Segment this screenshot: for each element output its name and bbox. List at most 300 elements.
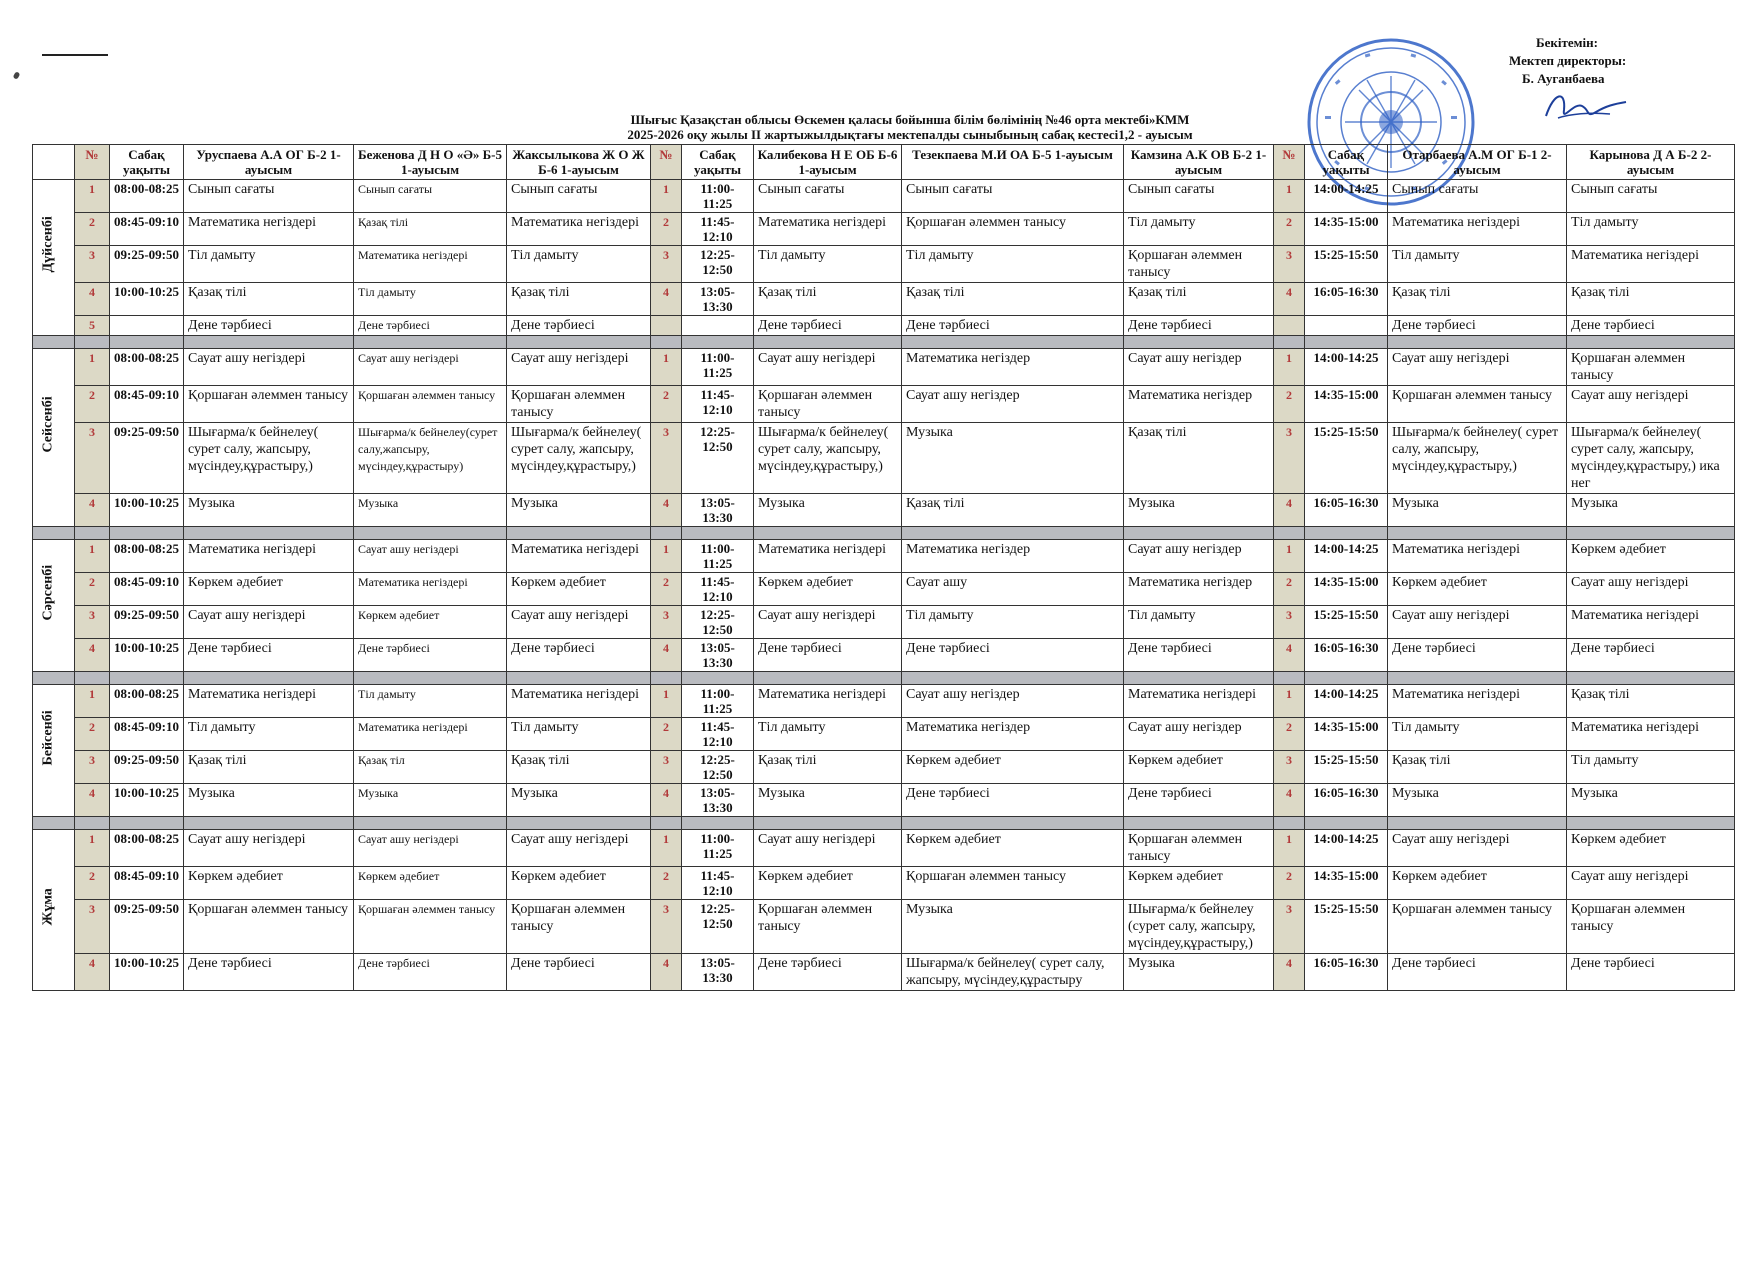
- lesson-time: [682, 316, 754, 336]
- lesson-time: 16:05-16:30: [1305, 283, 1388, 316]
- table-row: [33, 423, 1735, 494]
- separator-cell: [354, 527, 507, 540]
- separator-cell: [1305, 336, 1388, 349]
- lesson-time: 11:45-12:10: [682, 573, 754, 606]
- lesson-number: 1: [75, 540, 110, 573]
- lesson-time: 08:45-09:10: [110, 386, 184, 423]
- lesson-cell: Қазақ тілі: [1567, 685, 1735, 718]
- lesson-cell: Математика негіздер: [902, 349, 1124, 386]
- lesson-number: 3: [651, 423, 682, 494]
- separator-cell: [1388, 336, 1567, 349]
- lesson-cell: Қазақ тілі: [184, 751, 354, 784]
- separator-cell: [75, 336, 110, 349]
- header-teacher-bezhenova: Беженова Д Н О «Ә» Б-5 1-ауысым: [354, 145, 507, 180]
- lesson-cell: Сауат ашу негіздері: [754, 830, 902, 867]
- lesson-time: 11:00-11:25: [682, 685, 754, 718]
- lesson-number: 2: [75, 867, 110, 900]
- lesson-time: 11:45-12:10: [682, 867, 754, 900]
- separator-cell: [754, 527, 902, 540]
- lesson-cell: Тіл дамыту: [902, 246, 1124, 283]
- lesson-number: 1: [75, 180, 110, 213]
- lesson-cell: Дене тәрбиесі: [1388, 954, 1567, 991]
- lesson-cell: Сауат ашу негіздері: [184, 830, 354, 867]
- lesson-number: 2: [1274, 867, 1305, 900]
- separator-cell: [1567, 672, 1735, 685]
- separator-cell: [110, 672, 184, 685]
- separator-cell: [682, 527, 754, 540]
- lesson-cell: Шығарма/к бейнелеу (сурет салу, жапсыру, мүсіндеу,құрастыру,): [1124, 900, 1274, 954]
- lesson-number: 1: [1274, 180, 1305, 213]
- table-row: [33, 494, 1735, 527]
- lesson-cell: Математика негіздері: [184, 540, 354, 573]
- lesson-cell: Тіл дамыту: [354, 685, 507, 718]
- approval-position: Мектеп директоры:: [1509, 53, 1627, 68]
- title-line-1: Шығыс Қазақстан облысы Өскемен қаласы бойынша білім бөлімінің №46 орта мектебі»КММ: [630, 112, 1190, 127]
- lesson-time: 15:25-15:50: [1305, 606, 1388, 639]
- lesson-cell: Тіл дамыту: [1388, 246, 1567, 283]
- lesson-cell: Көркем әдебиет: [754, 573, 902, 606]
- lesson-cell: Сауат ашу негіздері: [1388, 830, 1567, 867]
- lesson-cell: Математика негіздері: [1388, 540, 1567, 573]
- lesson-cell: Математика негіздер: [1124, 386, 1274, 423]
- lesson-cell: Тіл дамыту: [1124, 606, 1274, 639]
- lesson-cell: Сауат ашу негіздер: [1124, 718, 1274, 751]
- table-row: [33, 606, 1735, 639]
- lesson-number: 2: [651, 386, 682, 423]
- lesson-time: 08:45-09:10: [110, 573, 184, 606]
- lesson-time: 08:00-08:25: [110, 540, 184, 573]
- lesson-cell: Қоршаған әлеммен танысу: [902, 213, 1124, 246]
- lesson-cell: Музыка: [902, 423, 1124, 494]
- day-name: Дүйсенбі: [40, 216, 56, 273]
- separator-cell: [184, 672, 354, 685]
- lesson-cell: Қазақ тілі: [754, 283, 902, 316]
- lesson-number: 2: [75, 213, 110, 246]
- lesson-time: 10:00-10:25: [110, 494, 184, 527]
- lesson-cell: Дене тәрбиесі: [902, 639, 1124, 672]
- lesson-number: 4: [1274, 954, 1305, 991]
- day-name: Жұма: [40, 887, 56, 925]
- document-title: [360, 112, 1460, 142]
- separator-cell: [902, 336, 1124, 349]
- separator-cell: [33, 817, 75, 830]
- lesson-cell: Дене тәрбиесі: [507, 316, 651, 336]
- lesson-number: 3: [1274, 246, 1305, 283]
- scan-dot: [13, 71, 21, 80]
- header-num-1: №: [75, 145, 110, 180]
- lesson-time: 13:05-13:30: [682, 784, 754, 817]
- lesson-cell: Қоршаған әлеммен танысу: [754, 386, 902, 423]
- lesson-time: 13:05-13:30: [682, 494, 754, 527]
- lesson-time: 14:00-14:25: [1305, 540, 1388, 573]
- lesson-number: [1274, 316, 1305, 336]
- lesson-cell: Сауат ашу негіздері: [1567, 573, 1735, 606]
- lesson-time: [110, 316, 184, 336]
- separator-cell: [1305, 672, 1388, 685]
- separator-cell: [1274, 527, 1305, 540]
- separator-cell: [651, 672, 682, 685]
- day-label-cell: [33, 180, 75, 336]
- lesson-cell: Қоршаған әлеммен танысу: [184, 900, 354, 954]
- lesson-time: 14:35-15:00: [1305, 386, 1388, 423]
- lesson-cell: Сауат ашу негіздері: [354, 349, 507, 386]
- lesson-number: 4: [75, 283, 110, 316]
- lesson-cell: Сынып сағаты: [354, 180, 507, 213]
- lesson-number: 2: [651, 573, 682, 606]
- lesson-cell: Дене тәрбиесі: [1124, 316, 1274, 336]
- lesson-number: 2: [651, 718, 682, 751]
- lesson-cell: Шығарма/к бейнелеу( сурет салу, жапсыру, мүсіндеу,құрастыру: [902, 954, 1124, 991]
- lesson-cell: Дене тәрбиесі: [184, 316, 354, 336]
- table-row: [33, 213, 1735, 246]
- lesson-number: 1: [651, 349, 682, 386]
- table-row: [33, 784, 1735, 817]
- lesson-cell: Шығарма/к бейнелеу( сурет салу, жапсыру, мүсіндеу,құрастыру,): [184, 423, 354, 494]
- lesson-cell: Көркем әдебиет: [184, 867, 354, 900]
- lesson-cell: Математика негіздер: [1124, 573, 1274, 606]
- lesson-cell: Сауат ашу негіздері: [754, 606, 902, 639]
- separator-cell: [354, 336, 507, 349]
- lesson-time: 11:45-12:10: [682, 718, 754, 751]
- lesson-time: 08:00-08:25: [110, 685, 184, 718]
- lesson-number: 2: [75, 573, 110, 606]
- day-name: Бейсенбі: [40, 710, 56, 766]
- lesson-cell: Қоршаған әлеммен танысу: [1388, 900, 1567, 954]
- separator-cell: [754, 336, 902, 349]
- lesson-cell: Математика негіздері: [507, 540, 651, 573]
- lesson-number: 1: [75, 349, 110, 386]
- lesson-cell: Тіл дамыту: [754, 718, 902, 751]
- lesson-cell: Шығарма/к бейнелеу( сурет салу, жапсыру, мүсіндеу,құрастыру,): [507, 423, 651, 494]
- lesson-cell: Музыка: [1388, 784, 1567, 817]
- lesson-number: 4: [1274, 784, 1305, 817]
- lesson-cell: Музыка: [754, 494, 902, 527]
- lesson-time: 11:00-11:25: [682, 540, 754, 573]
- lesson-cell: Математика негіздер: [902, 540, 1124, 573]
- lesson-number: 4: [651, 639, 682, 672]
- lesson-cell: Сауат ашу негіздері: [1567, 867, 1735, 900]
- lesson-time: 11:45-12:10: [682, 386, 754, 423]
- separator-cell: [1305, 527, 1388, 540]
- lesson-number: 4: [75, 639, 110, 672]
- lesson-cell: Қазақ тілі: [902, 283, 1124, 316]
- lesson-cell: Шығарма/к бейнелеу( сурет салу, жапсыру, мүсіндеу,құрастыру,) ика нег: [1567, 423, 1735, 494]
- lesson-cell: Көркем әдебиет: [1388, 867, 1567, 900]
- lesson-time: 16:05-16:30: [1305, 784, 1388, 817]
- lesson-cell: Қоршаған әлеммен танысу: [902, 867, 1124, 900]
- lesson-cell: Сауат ашу негіздері: [507, 606, 651, 639]
- table-row: [33, 639, 1735, 672]
- separator-cell: [1124, 817, 1274, 830]
- separator-cell: [1124, 527, 1274, 540]
- lesson-cell: Математика негіздері: [754, 213, 902, 246]
- lesson-number: 1: [1274, 830, 1305, 867]
- header-teacher-otarbaeva: Отарбаева А.М ОГ Б-1 2-ауысым: [1388, 145, 1567, 180]
- separator-cell: [651, 527, 682, 540]
- separator-cell: [1388, 672, 1567, 685]
- separator-cell: [75, 817, 110, 830]
- header-num-3: №: [1274, 145, 1305, 180]
- approval-name: Б. Ауганбаева: [1522, 71, 1605, 86]
- day-label-cell: [33, 685, 75, 817]
- lesson-time: 13:05-13:30: [682, 639, 754, 672]
- header-teacher-uruspaeva: Уруспаева А.А ОГ Б-2 1-ауысым: [184, 145, 354, 180]
- lesson-cell: Тіл дамыту: [1567, 213, 1735, 246]
- lesson-number: 1: [1274, 540, 1305, 573]
- lesson-cell: Математика негіздері: [1388, 685, 1567, 718]
- lesson-cell: Тіл дамыту: [507, 246, 651, 283]
- lesson-cell: Қазақ тілі: [1388, 751, 1567, 784]
- table-row: [33, 954, 1735, 991]
- lesson-number: 4: [75, 494, 110, 527]
- lesson-time: [1305, 316, 1388, 336]
- day-name: Сейсенбі: [40, 396, 56, 453]
- lesson-cell: Көркем әдебиет: [1388, 573, 1567, 606]
- lesson-cell: Көркем әдебиет: [754, 867, 902, 900]
- lesson-cell: Сауат ашу негіздері: [184, 349, 354, 386]
- lesson-cell: Тіл дамыту: [1388, 718, 1567, 751]
- lesson-cell: Тіл дамыту: [184, 246, 354, 283]
- lesson-cell: Музыка: [507, 494, 651, 527]
- lesson-cell: Қоршаған әлеммен танысу: [354, 386, 507, 423]
- scan-mark: [42, 54, 108, 56]
- lesson-time: 14:00-14:25: [1305, 349, 1388, 386]
- lesson-cell: Дене тәрбиесі: [902, 784, 1124, 817]
- lesson-time: 09:25-09:50: [110, 423, 184, 494]
- lesson-cell: Математика негіздері: [1567, 246, 1735, 283]
- lesson-time: 14:35-15:00: [1305, 867, 1388, 900]
- lesson-cell: Сауат ашу негіздері: [507, 830, 651, 867]
- lesson-time: 08:45-09:10: [110, 213, 184, 246]
- lesson-number: 3: [75, 246, 110, 283]
- separator-cell: [110, 336, 184, 349]
- lesson-number: 2: [651, 867, 682, 900]
- lesson-cell: Дене тәрбиесі: [1124, 639, 1274, 672]
- lesson-time: 08:00-08:25: [110, 830, 184, 867]
- table-row: [33, 386, 1735, 423]
- lesson-time: 14:00-14:25: [1305, 830, 1388, 867]
- approval-block: [1509, 34, 1626, 88]
- lesson-time: 11:00-11:25: [682, 180, 754, 213]
- table-row: [33, 283, 1735, 316]
- lesson-cell: Қоршаған әлеммен танысу: [184, 386, 354, 423]
- lesson-cell: Музыка: [354, 784, 507, 817]
- lesson-cell: Қоршаған әлеммен танысу: [1124, 830, 1274, 867]
- lesson-cell: Шығарма/к бейнелеу( сурет салу, жапсыру, мүсіндеу,құрастыру,): [1388, 423, 1567, 494]
- lesson-time: 15:25-15:50: [1305, 751, 1388, 784]
- lesson-cell: Қазақ тілі: [507, 751, 651, 784]
- lesson-time: 10:00-10:25: [110, 954, 184, 991]
- table-row: [33, 718, 1735, 751]
- lesson-number: 2: [75, 718, 110, 751]
- lesson-cell: Дене тәрбиесі: [1567, 954, 1735, 991]
- lesson-number: 3: [651, 900, 682, 954]
- separator-cell: [1567, 336, 1735, 349]
- lesson-cell: Қазақ тілі: [1388, 283, 1567, 316]
- lesson-number: 4: [651, 494, 682, 527]
- lesson-number: 3: [1274, 423, 1305, 494]
- day-header: [33, 145, 75, 180]
- separator-cell: [902, 672, 1124, 685]
- separator-cell: [1305, 817, 1388, 830]
- separator-cell: [902, 817, 1124, 830]
- lesson-cell: Сынып сағаты: [902, 180, 1124, 213]
- lesson-cell: Дене тәрбиесі: [1124, 784, 1274, 817]
- lesson-cell: Дене тәрбиесі: [754, 954, 902, 991]
- lesson-cell: Көркем әдебиет: [507, 867, 651, 900]
- lesson-cell: Музыка: [902, 900, 1124, 954]
- lesson-cell: Шығарма/к бейнелеу( сурет салу, жапсыру, мүсіндеу,құрастыру,): [754, 423, 902, 494]
- lesson-cell: Дене тәрбиесі: [507, 954, 651, 991]
- lesson-cell: Қазақ тілі: [184, 283, 354, 316]
- header-teacher-kamzina: Камзина А.К ОВ Б-2 1-ауысым: [1124, 145, 1274, 180]
- lesson-cell: Дене тәрбиесі: [507, 639, 651, 672]
- lesson-cell: Қазақ тілі: [507, 283, 651, 316]
- lesson-number: 3: [1274, 606, 1305, 639]
- lesson-cell: Математика негіздер: [902, 718, 1124, 751]
- lesson-cell: Көркем әдебиет: [1124, 867, 1274, 900]
- header-time-2: Сабақ уақыты: [682, 145, 754, 180]
- separator-cell: [354, 672, 507, 685]
- lesson-cell: Музыка: [184, 784, 354, 817]
- lesson-number: 4: [651, 954, 682, 991]
- lesson-number: 2: [1274, 573, 1305, 606]
- lesson-cell: Музыка: [1124, 954, 1274, 991]
- lesson-cell: Қоршаған әлеммен танысу: [507, 900, 651, 954]
- lesson-number: 2: [1274, 386, 1305, 423]
- lesson-cell: Математика негіздері: [754, 685, 902, 718]
- lesson-time: 14:35-15:00: [1305, 213, 1388, 246]
- separator-cell: [1388, 527, 1567, 540]
- lesson-cell: Сынып сағаты: [754, 180, 902, 213]
- lesson-cell: Сауат ашу негіздері: [354, 540, 507, 573]
- table-row: [33, 867, 1735, 900]
- separator-cell: [754, 817, 902, 830]
- table-row: [33, 180, 1735, 213]
- lesson-cell: Сауат ашу: [902, 573, 1124, 606]
- lesson-number: 4: [1274, 494, 1305, 527]
- lesson-number: 4: [75, 954, 110, 991]
- day-separator: [33, 527, 1735, 540]
- table-row: [33, 751, 1735, 784]
- day-label-cell: [33, 830, 75, 991]
- lesson-cell: Дене тәрбиесі: [184, 954, 354, 991]
- table-row: [33, 540, 1735, 573]
- separator-cell: [754, 672, 902, 685]
- day-separator: [33, 336, 1735, 349]
- header-teacher-zhaksylykova: Жаксылыкова Ж О Ж Б-6 1-ауысым: [507, 145, 651, 180]
- table-row: [33, 685, 1735, 718]
- separator-cell: [651, 817, 682, 830]
- lesson-number: 3: [651, 606, 682, 639]
- lesson-cell: Қоршаған әлеммен танысу: [354, 900, 507, 954]
- lesson-time: 10:00-10:25: [110, 283, 184, 316]
- day-separator: [33, 817, 1735, 830]
- lesson-cell: Көркем әдебиет: [184, 573, 354, 606]
- lesson-cell: Сауат ашу негіздері: [1567, 386, 1735, 423]
- lesson-cell: Математика негіздері: [1567, 718, 1735, 751]
- lesson-cell: Сауат ашу негіздері: [354, 830, 507, 867]
- separator-cell: [1274, 672, 1305, 685]
- table-row: [33, 349, 1735, 386]
- lesson-cell: Сынып сағаты: [1388, 180, 1567, 213]
- lesson-cell: Математика негіздері: [184, 213, 354, 246]
- lesson-cell: Қоршаған әлеммен танысу: [507, 386, 651, 423]
- director-signature: [1540, 82, 1630, 132]
- separator-cell: [651, 336, 682, 349]
- separator-cell: [902, 527, 1124, 540]
- separator-cell: [1567, 817, 1735, 830]
- table-row: [33, 900, 1735, 954]
- lesson-cell: Математика негіздері: [507, 213, 651, 246]
- lesson-number: 1: [651, 180, 682, 213]
- lesson-time: 16:05-16:30: [1305, 639, 1388, 672]
- lesson-cell: Дене тәрбиесі: [354, 954, 507, 991]
- separator-cell: [354, 817, 507, 830]
- lesson-number: 1: [75, 685, 110, 718]
- lesson-number: 1: [651, 540, 682, 573]
- lesson-time: 12:25-12:50: [682, 606, 754, 639]
- separator-cell: [1274, 336, 1305, 349]
- lesson-cell: Тіл дамыту: [184, 718, 354, 751]
- separator-cell: [1124, 336, 1274, 349]
- lesson-number: 5: [75, 316, 110, 336]
- lesson-time: 08:00-08:25: [110, 349, 184, 386]
- lesson-number: 4: [651, 283, 682, 316]
- lesson-cell: Музыка: [754, 784, 902, 817]
- lesson-cell: Қоршаған әлеммен танысу: [754, 900, 902, 954]
- lesson-cell: Сауат ашу негіздері: [1388, 349, 1567, 386]
- separator-cell: [1124, 672, 1274, 685]
- lesson-cell: Математика негіздері: [754, 540, 902, 573]
- lesson-number: 4: [1274, 639, 1305, 672]
- lesson-cell: Музыка: [1567, 494, 1735, 527]
- lesson-cell: Қазақ тілі: [354, 213, 507, 246]
- lesson-cell: Музыка: [507, 784, 651, 817]
- lesson-cell: Қоршаған әлеммен танысу: [1567, 349, 1735, 386]
- lesson-cell: Көркем әдебиет: [902, 830, 1124, 867]
- lesson-cell: Қазақ тілі: [1567, 283, 1735, 316]
- lesson-number: 3: [651, 751, 682, 784]
- lesson-cell: Қазақ тілі: [1124, 423, 1274, 494]
- separator-cell: [507, 336, 651, 349]
- lesson-cell: Тіл дамыту: [1567, 751, 1735, 784]
- separator-cell: [110, 817, 184, 830]
- lesson-cell: Көркем әдебиет: [354, 606, 507, 639]
- lesson-cell: Дене тәрбиесі: [902, 316, 1124, 336]
- lesson-cell: Қазақ тіл: [354, 751, 507, 784]
- day-label-cell: [33, 349, 75, 527]
- lesson-cell: Математика негіздері: [507, 685, 651, 718]
- lesson-time: 10:00-10:25: [110, 784, 184, 817]
- separator-cell: [184, 527, 354, 540]
- table-row: [33, 573, 1735, 606]
- lesson-number: 4: [1274, 283, 1305, 316]
- lesson-cell: Сынып сағаты: [507, 180, 651, 213]
- lesson-number: 2: [75, 386, 110, 423]
- lesson-time: 09:25-09:50: [110, 246, 184, 283]
- lesson-time: 11:45-12:10: [682, 213, 754, 246]
- lesson-cell: Тіл дамыту: [1124, 213, 1274, 246]
- lesson-number: 2: [1274, 718, 1305, 751]
- lesson-cell: Музыка: [1567, 784, 1735, 817]
- lesson-time: 14:35-15:00: [1305, 573, 1388, 606]
- lesson-cell: Дене тәрбиесі: [754, 639, 902, 672]
- lesson-cell: Сауат ашу негіздері: [754, 349, 902, 386]
- lesson-number: 2: [1274, 213, 1305, 246]
- lesson-time: 12:25-12:50: [682, 900, 754, 954]
- lesson-cell: Көркем әдебиет: [1124, 751, 1274, 784]
